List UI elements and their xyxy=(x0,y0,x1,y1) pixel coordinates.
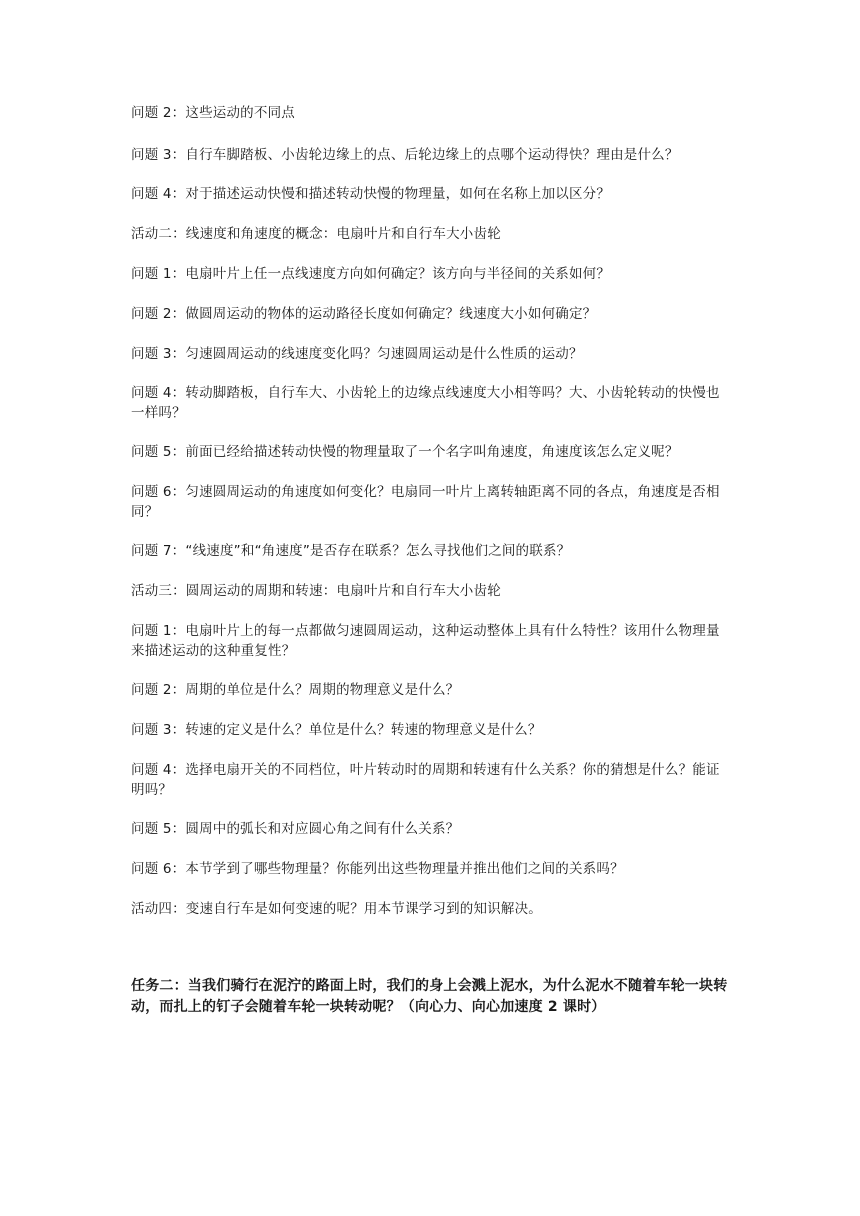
activity-3-question-6: 问题 6：本节学到了哪些物理量？你能列出这些物理量并推出他们之间的关系吗？ xyxy=(131,861,624,877)
activity-3-question-3: 问题 3：转速的定义是什么？单位是什么？转速的物理意义是什么？ xyxy=(131,722,542,738)
question-2-differences: 问题 2：这些运动的不同点 xyxy=(131,105,295,121)
activity-4-heading: 活动四：变速自行车是如何变速的呢？用本节课学习到的知识解决。 xyxy=(131,901,542,917)
activity-2-heading: 活动二：线速度和角速度的概念：电扇叶片和自行车大小齿轮 xyxy=(131,226,501,242)
question-3-bicycle-speed: 问题 3：自行车脚踏板、小齿轮边缘上的点、后轮边缘上的点哪个运动得快？理由是什么？ xyxy=(131,147,679,163)
activity-3-question-5: 问题 5：圆周中的弧长和对应圆心角之间有什么关系？ xyxy=(131,821,460,837)
activity-2-question-3: 问题 3：匀速圆周运动的线速度变化吗？匀速圆周运动是什么性质的运动？ xyxy=(131,346,583,362)
activity-2-question-4: 问题 4：转动脚踏板，自行车大、小齿轮上的边缘点线速度大小相等吗？大、小齿轮转动的快慢也一样吗？ xyxy=(131,385,720,421)
activity-3-question-2: 问题 2：周期的单位是什么？周期的物理意义是什么？ xyxy=(131,682,460,698)
activity-2-question-5: 问题 5：前面已经给描述转动快慢的物理量取了一个名字叫角速度，角速度该怎么定义呢？ xyxy=(131,444,679,460)
question-4-naming: 问题 4：对于描述运动快慢和描述转动快慢的物理量，如何在名称上加以区分？ xyxy=(131,186,611,202)
activity-2-question-1: 问题 1：电扇叶片上任一点线速度方向如何确定？该方向与半径间的关系如何？ xyxy=(131,266,611,282)
activity-3-question-4: 问题 4：选择电扇开关的不同档位，叶片转动时的周期和转速有什么关系？你的猜想是什么？能证明吗？ xyxy=(131,762,720,798)
activity-2-question-7: 问题 7：“线速度”和“角速度”是否存在联系？怎么寻找他们之间的联系？ xyxy=(131,543,571,559)
activity-3-heading: 活动三：圆周运动的周期和转速：电扇叶片和自行车大小齿轮 xyxy=(131,583,501,599)
activity-3-question-1: 问题 1：电扇叶片上的每一点都做匀速圆周运动，这种运动整体上具有什么特性？该用什么物理量来描述运动的这种重复性？ xyxy=(131,623,720,659)
task-2-heading: 任务二：当我们骑行在泥泞的路面上时，我们的身上会溅上泥水，为什么泥水不随着车轮一块转动，而扎上的钉子会随着车轮一块转动呢？（向心力、向心加速度 2 课时） xyxy=(131,978,728,1015)
activity-2-question-6: 问题 6：匀速圆周运动的角速度如何变化？电扇同一叶片上离转轴距离不同的各点，角速度是否相同？ xyxy=(131,484,720,520)
activity-2-question-2: 问题 2：做圆周运动的物体的运动路径长度如何确定？线速度大小如何确定？ xyxy=(131,306,597,322)
